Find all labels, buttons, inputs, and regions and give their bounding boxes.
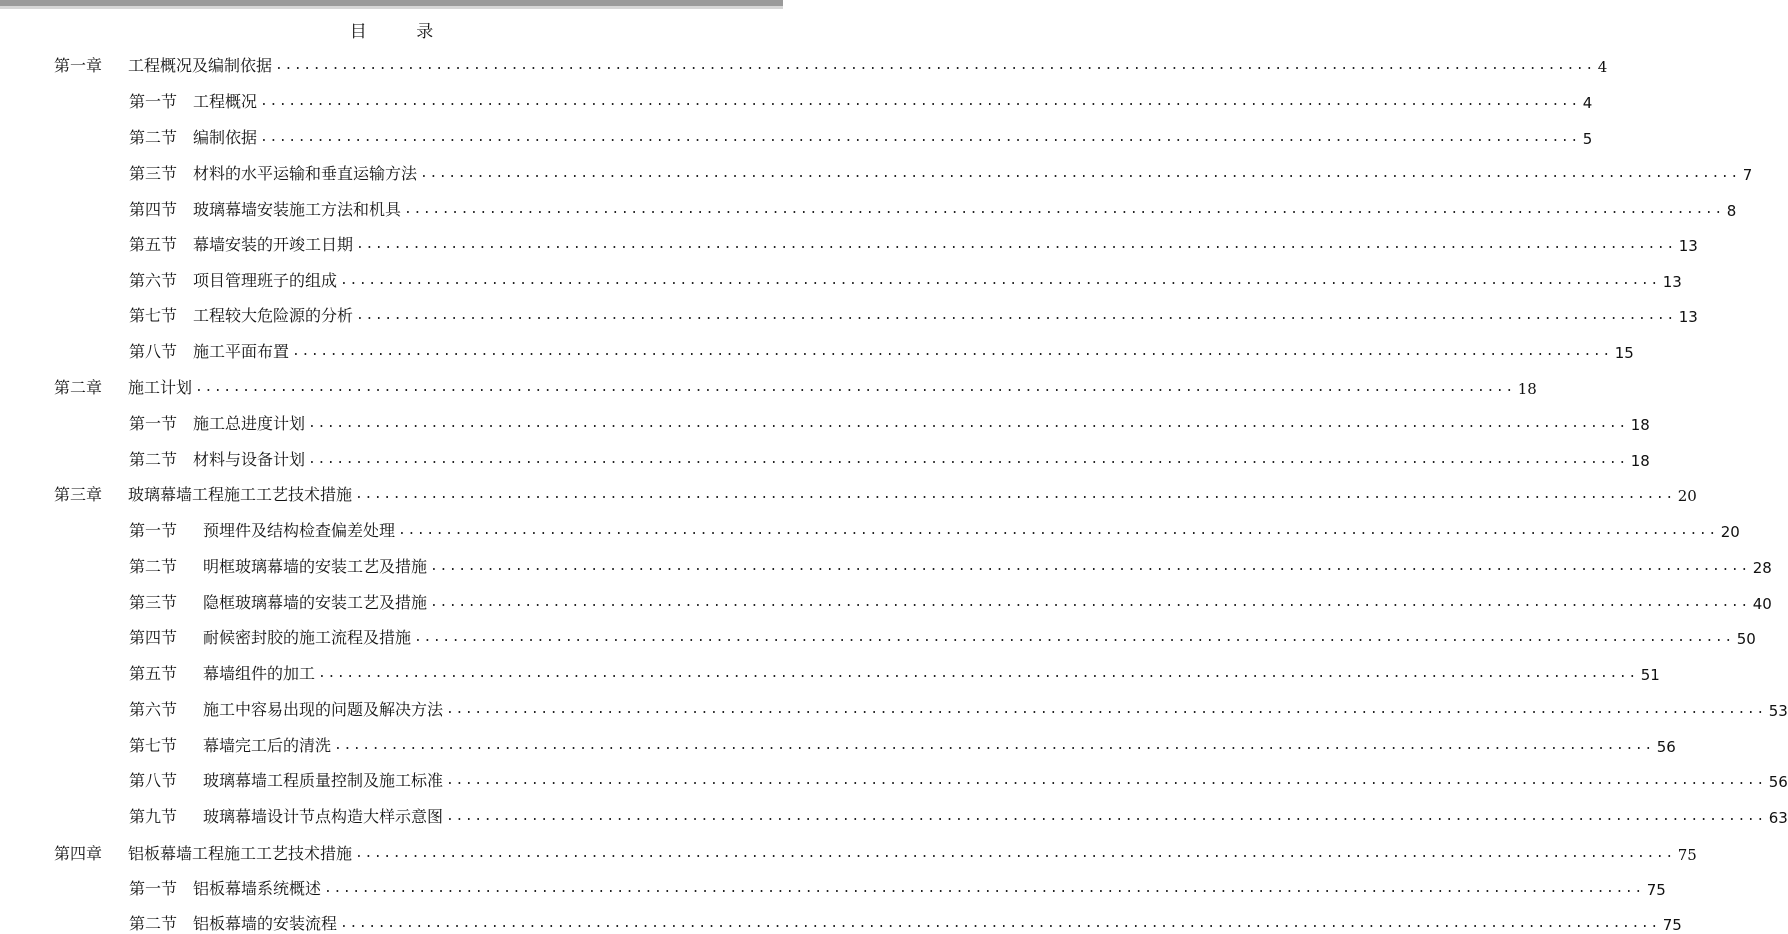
window-top-band <box>0 0 783 6</box>
toc-section-row[interactable] <box>129 732 1676 756</box>
toc-entry-text: 隐框玻璃幕墙的安装工艺及措施 <box>203 593 428 612</box>
toc-entry-number: 第二章 <box>54 378 103 397</box>
toc-page-number: 75 <box>1662 916 1682 934</box>
toc-entry-label <box>129 804 443 827</box>
toc-section-row[interactable] <box>129 803 1788 827</box>
toc-entry-number: 第六节 <box>129 271 178 290</box>
toc-entry-number: 第七节 <box>129 736 178 755</box>
toc-page-number: 40 <box>1752 595 1772 613</box>
dot-leader: ............................................................................................................................................ <box>404 202 1724 217</box>
toc-entry-label <box>129 876 321 899</box>
dot-leader: ............................................................................................................................................ <box>340 916 1660 931</box>
toc-entry-label <box>129 303 353 326</box>
toc-section-row[interactable] <box>129 517 1740 541</box>
toc-entry-number: 第三节 <box>129 593 178 612</box>
dot-leader: ............................................................................................................................................ <box>260 130 1580 145</box>
toc-entry-label <box>129 125 257 148</box>
toc-page-number: 13 <box>1678 308 1698 326</box>
toc-entry-label <box>129 911 337 934</box>
toc-entry-label <box>129 625 411 648</box>
toc-chapter-row[interactable] <box>54 52 1608 76</box>
toc-entry-label <box>129 768 443 791</box>
toc-entry-number: 第四章 <box>54 844 103 863</box>
toc-entry-text: 施工总进度计划 <box>193 414 306 433</box>
toc-page-number: 15 <box>1614 344 1634 362</box>
toc-section-row[interactable] <box>129 875 1666 899</box>
toc-page-number: 75 <box>1646 881 1666 899</box>
toc-entry-text: 施工计划 <box>128 378 193 397</box>
toc-entry-label <box>54 841 352 864</box>
toc-entry-number: 第二节 <box>129 914 178 933</box>
toc-entry-number: 第三章 <box>54 485 103 504</box>
toc-section-row[interactable] <box>129 767 1788 791</box>
toc-section-row[interactable] <box>129 446 1650 470</box>
toc-page-number: 18 <box>1630 416 1650 434</box>
dot-leader: ............................................................................................................................................ <box>334 738 1654 753</box>
toc-entry-number: 第八节 <box>129 342 178 361</box>
toc-entry-number: 第一节 <box>129 92 178 111</box>
toc-entry-number: 第七节 <box>129 306 178 325</box>
dot-leader: ............................................................................................................................................ <box>308 416 1628 431</box>
toc-entry-text: 工程较大危险源的分析 <box>193 306 354 325</box>
dot-leader: ............................................................................................................................................ <box>446 773 1766 788</box>
dot-leader: ............................................................................................................................................ <box>430 595 1750 610</box>
toc-entry-text: 施工平面布置 <box>193 342 290 361</box>
toc-entry-text: 玻璃幕墙工程施工工艺技术措施 <box>128 485 353 504</box>
toc-entry-label <box>54 482 352 505</box>
toc-chapter-row[interactable] <box>54 481 1697 505</box>
dot-leader: ............................................................................................................................................ <box>340 273 1660 288</box>
toc-entry-label <box>129 733 331 756</box>
toc-section-row[interactable] <box>129 589 1772 613</box>
toc-page-number: 18 <box>1517 380 1537 398</box>
toc-entry-label <box>129 447 305 470</box>
toc-entry-label <box>129 197 401 220</box>
toc-section-row[interactable] <box>129 553 1772 577</box>
toc-page-number: 28 <box>1752 559 1772 577</box>
toc-entry-text: 幕墙组件的加工 <box>203 664 316 683</box>
toc-entry-label <box>54 375 192 398</box>
toc-section-row[interactable] <box>129 696 1788 720</box>
toc-entry-number: 第四节 <box>129 200 178 219</box>
toc-entry-text: 编制依据 <box>193 128 258 147</box>
toc-entry-text: 工程概况 <box>193 92 258 111</box>
toc-section-row[interactable] <box>129 267 1682 291</box>
toc-section-row[interactable] <box>129 624 1756 648</box>
dot-leader: ............................................................................................................................................ <box>355 846 1675 861</box>
toc-section-row[interactable] <box>129 410 1650 434</box>
toc-page-number: 56 <box>1656 738 1676 756</box>
toc-entry-label <box>129 697 443 720</box>
toc-entry-number: 第五节 <box>129 235 178 254</box>
toc-entry-label <box>129 161 417 184</box>
toc-section-row[interactable] <box>129 196 1737 220</box>
toc-section-row[interactable] <box>129 660 1660 684</box>
toc-page-number: 4 <box>1597 58 1608 76</box>
toc-entry-label <box>129 661 315 684</box>
toc-entry-text: 耐候密封胶的施工流程及措施 <box>203 628 412 647</box>
toc-entry-number: 第一节 <box>129 879 178 898</box>
toc-entry-label <box>129 518 395 541</box>
toc-page-number: 20 <box>1720 523 1740 541</box>
dot-leader: ............................................................................................................................................ <box>308 452 1628 467</box>
toc-page-number: 20 <box>1677 487 1697 505</box>
toc-entry-label <box>129 590 427 613</box>
dot-leader: ............................................................................................................................................ <box>446 702 1766 717</box>
toc-entry-label <box>129 89 257 112</box>
dot-leader: ............................................................................................................................................ <box>318 666 1638 681</box>
dot-leader: ............................................................................................................................................ <box>275 58 1595 73</box>
dot-leader: ............................................................................................................................................ <box>398 523 1718 538</box>
toc-entry-text: 铝板幕墙的安装流程 <box>193 914 338 933</box>
toc-entry-number: 第三节 <box>129 164 178 183</box>
toc-page-number: 8 <box>1726 202 1737 220</box>
toc-entry-text: 材料的水平运输和垂直运输方法 <box>193 164 418 183</box>
toc-entry-number: 第一节 <box>129 521 178 540</box>
toc-chapter-row[interactable] <box>54 840 1697 864</box>
toc-entry-number: 第一章 <box>54 56 103 75</box>
toc-entry-label <box>129 232 353 255</box>
toc-title: 目 录 <box>349 22 456 42</box>
toc-entry-label <box>54 53 272 76</box>
toc-entry-text: 幕墙完工后的清洗 <box>203 736 332 755</box>
toc-entry-label <box>129 268 337 291</box>
toc-entry-text: 预埋件及结构检查偏差处理 <box>203 521 396 540</box>
dot-leader: ............................................................................................................................................ <box>292 344 1612 359</box>
toc-page-number: 75 <box>1677 846 1697 864</box>
toc-entry-text: 玻璃幕墙安装施工方法和机具 <box>193 200 402 219</box>
toc-entry-number: 第二节 <box>129 128 178 147</box>
toc-chapter-row[interactable] <box>54 374 1537 398</box>
toc-section-row[interactable] <box>129 910 1682 934</box>
toc-entry-text: 材料与设备计划 <box>193 450 306 469</box>
toc-entry-text: 工程概况及编制依据 <box>128 56 273 75</box>
toc-entry-number: 第四节 <box>129 628 178 647</box>
toc-entry-number: 第一节 <box>129 414 178 433</box>
dot-leader: ............................................................................................................................................ <box>420 166 1740 181</box>
toc-page-number: 56 <box>1768 773 1788 791</box>
dot-leader: ............................................................................................................................................ <box>356 308 1676 323</box>
toc-entry-label <box>129 554 427 577</box>
toc-entry-number: 第九节 <box>129 807 178 826</box>
toc-page-number: 63 <box>1768 809 1788 827</box>
dot-leader: ............................................................................................................................................ <box>260 94 1580 109</box>
toc-page-number: 53 <box>1768 702 1788 720</box>
toc-entry-number: 第八节 <box>129 771 178 790</box>
toc-entry-number: 第二节 <box>129 450 178 469</box>
toc-entry-text: 明框玻璃幕墙的安装工艺及措施 <box>203 557 428 576</box>
dot-leader: ............................................................................................................................................ <box>430 559 1750 574</box>
toc-section-row[interactable] <box>129 124 1593 148</box>
toc-entry-text: 玻璃幕墙设计节点构造大样示意图 <box>203 807 444 826</box>
dot-leader: ............................................................................................................................................ <box>324 881 1644 896</box>
toc-page-number: 5 <box>1582 130 1593 148</box>
toc-page-number: 18 <box>1630 452 1650 470</box>
dot-leader: ............................................................................................................................................ <box>355 487 1675 502</box>
toc-section-row[interactable] <box>129 338 1634 362</box>
toc-entry-text: 铝板幕墙系统概述 <box>193 879 322 898</box>
toc-section-row[interactable] <box>129 302 1698 326</box>
toc-section-row[interactable] <box>129 160 1753 184</box>
toc-page-number: 13 <box>1662 273 1682 291</box>
dot-leader: ............................................................................................................................................ <box>414 630 1734 645</box>
toc-entry-text: 铝板幕墙工程施工工艺技术措施 <box>128 844 353 863</box>
dot-leader: ............................................................................................................................................ <box>195 380 1515 395</box>
toc-entry-number: 第二节 <box>129 557 178 576</box>
toc-page-number: 4 <box>1582 94 1593 112</box>
toc-entry-text: 施工中容易出现的问题及解决方法 <box>203 700 444 719</box>
toc-entry-number: 第六节 <box>129 700 178 719</box>
dot-leader: ............................................................................................................................................ <box>446 809 1766 824</box>
toc-page-number: 7 <box>1742 166 1753 184</box>
toc-entry-label <box>129 339 289 362</box>
toc-page-number: 50 <box>1736 630 1756 648</box>
toc-section-row[interactable] <box>129 231 1698 255</box>
toc-page-number: 51 <box>1640 666 1660 684</box>
toc-entry-label <box>129 411 305 434</box>
toc-entry-text: 幕墙安装的开竣工日期 <box>193 235 354 254</box>
toc-entry-text: 玻璃幕墙工程质量控制及施工标准 <box>203 771 444 790</box>
toc-entry-text: 项目管理班子的组成 <box>193 271 338 290</box>
toc-entry-number: 第五节 <box>129 664 178 683</box>
toc-page-number: 13 <box>1678 237 1698 255</box>
toc-section-row[interactable] <box>129 88 1593 112</box>
dot-leader: ............................................................................................................................................ <box>356 237 1676 252</box>
